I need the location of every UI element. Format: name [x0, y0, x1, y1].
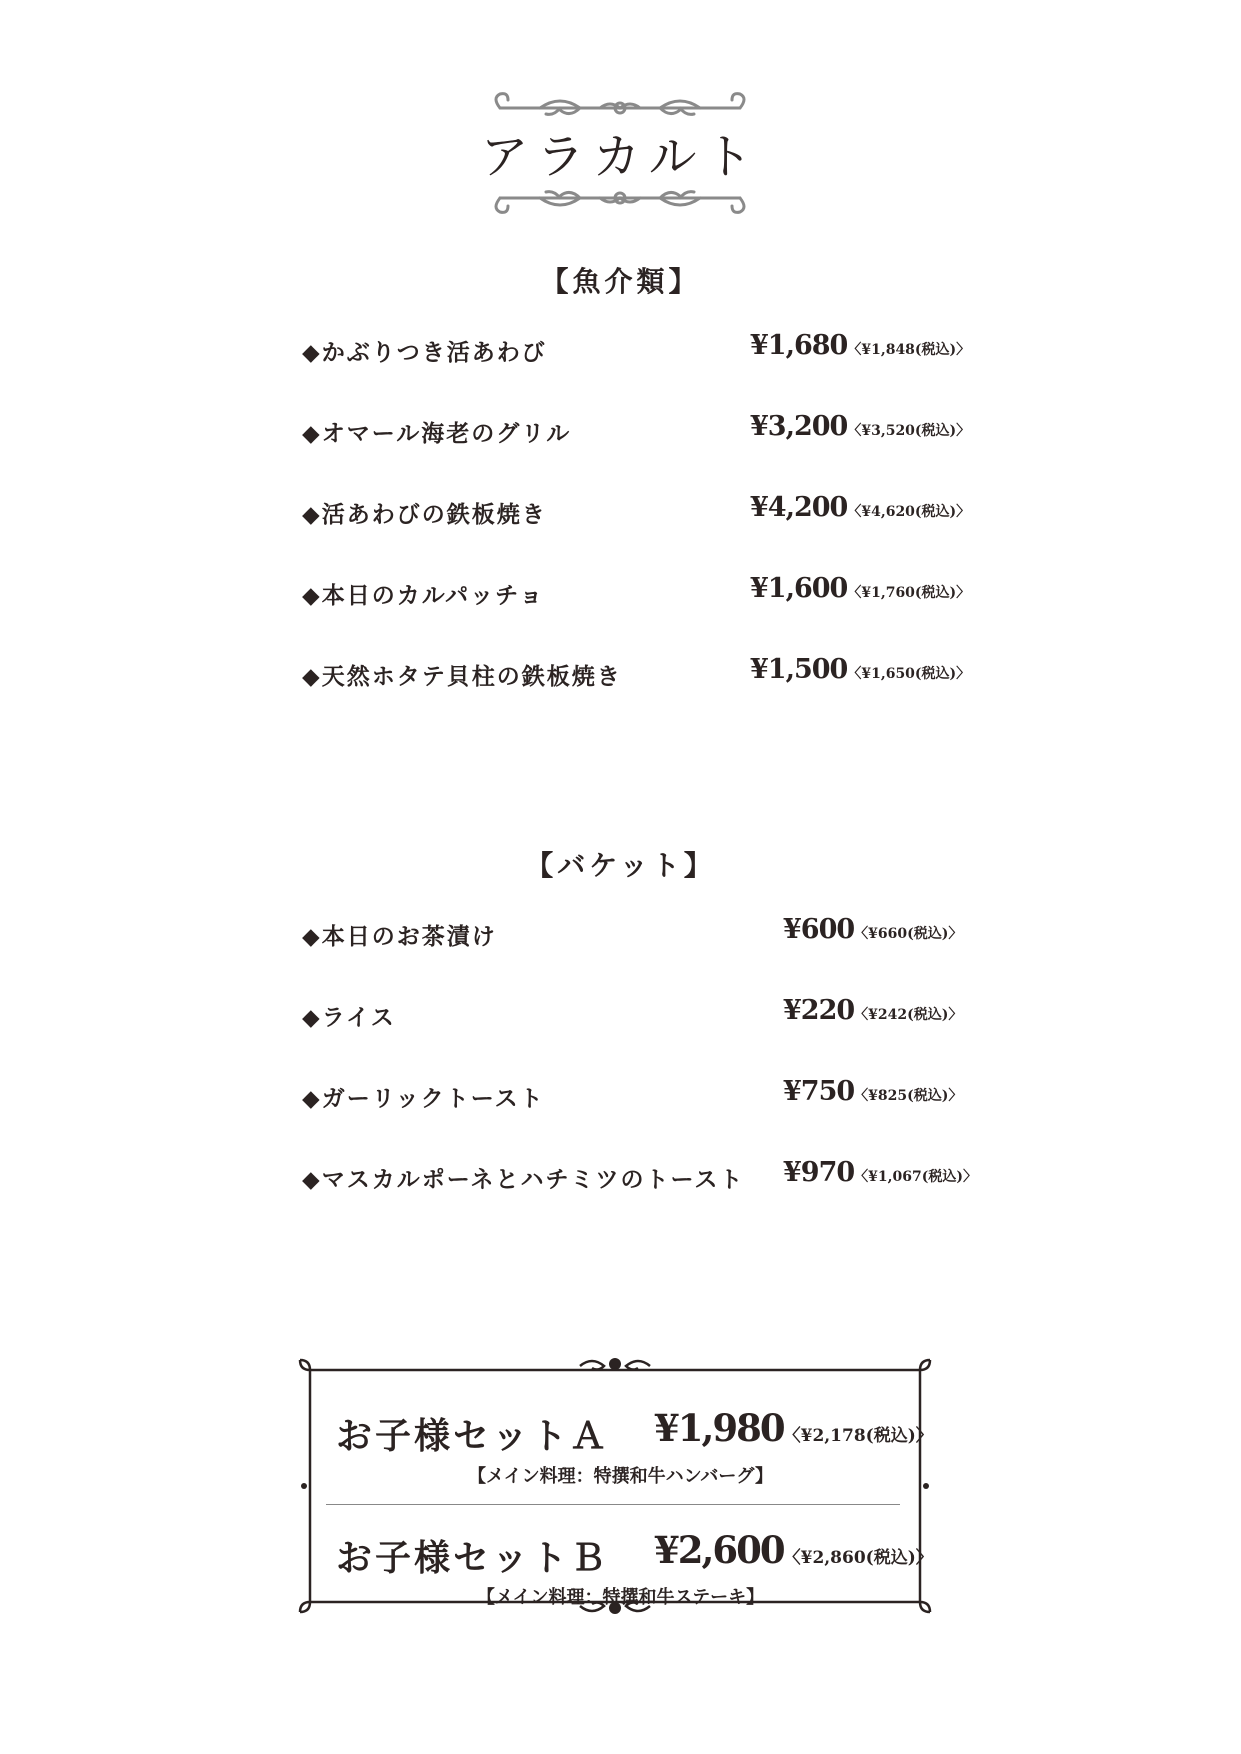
item-price	[750, 492, 970, 523]
item-name: ◆本日のカルパッチョ	[302, 583, 545, 609]
item-price	[783, 1076, 962, 1107]
price-value: ¥4,200	[750, 492, 848, 523]
kids-set-a-note: 【メイン料理：特撰和牛ハンバーグ】	[468, 1466, 773, 1487]
menu-item	[302, 492, 1002, 532]
kids-set-b-price	[654, 1528, 933, 1572]
price-value: ¥220	[783, 995, 855, 1026]
menu-item	[302, 1076, 1002, 1116]
price-with-tax: 〈¥660(税込)〉	[854, 926, 963, 942]
price-with-tax: 〈¥1,067(税込)〉	[854, 1169, 977, 1185]
price-with-tax: 〈¥1,848(税込)〉	[847, 342, 971, 358]
section-heading-seafood: 【魚介類】	[540, 265, 701, 298]
item-name: ◆マスカルポーネとハチミツのトースト	[302, 1167, 745, 1193]
section-heading-baguette: 【バケット】	[525, 849, 716, 882]
price-value: ¥750	[783, 1076, 855, 1107]
menu-item	[302, 654, 1002, 694]
price-with-tax: 〈¥4,620(税込)〉	[847, 504, 971, 520]
item-price	[783, 995, 962, 1026]
menu-item	[302, 411, 1002, 451]
menu-item	[302, 573, 1002, 613]
kids-set-divider	[326, 1504, 900, 1505]
title-ornament-bottom	[0, 178, 1241, 218]
item-name: ◆ライス	[302, 1005, 396, 1031]
item-name: ◆天然ホタテ貝柱の鉄板焼き	[302, 664, 622, 690]
price-value: ¥600	[783, 914, 855, 945]
price-with-tax: 〈¥242(税込)〉	[854, 1007, 963, 1023]
price-with-tax: 〈¥3,520(税込)〉	[847, 423, 971, 439]
kids-set-a-name: お子様セットＡ	[336, 1416, 610, 1457]
item-price	[750, 654, 970, 685]
menu-item	[302, 995, 1002, 1035]
price-with-tax: 〈¥825(税込)〉	[854, 1088, 963, 1104]
price-value: ¥3,200	[750, 411, 848, 442]
price-value: ¥1,680	[750, 330, 848, 361]
item-name: ◆本日のお茶漬け	[302, 924, 497, 950]
item-price	[750, 411, 970, 442]
item-price	[783, 1157, 977, 1188]
kids-set-b-name: お子様セットＢ	[336, 1538, 610, 1579]
item-name: ◆活あわびの鉄板焼き	[302, 502, 547, 528]
page-title: アラカルト	[480, 129, 761, 185]
price-with-tax: 〈¥2,178(税込)〉	[783, 1426, 933, 1446]
item-name: ◆かぶりつき活あわび	[302, 340, 547, 366]
item-price	[750, 330, 970, 361]
price-with-tax: 〈¥2,860(税込)〉	[783, 1548, 933, 1568]
menu-item	[302, 1157, 1002, 1197]
price-value: ¥970	[783, 1157, 855, 1188]
price-value: ¥1,600	[750, 573, 848, 604]
kids-set-a-price	[654, 1406, 933, 1450]
item-name: ◆ガーリックトースト	[302, 1086, 545, 1112]
kids-set-b-note: 【メイン料理：特撰和牛ステーキ】	[476, 1587, 765, 1608]
price-with-tax: 〈¥1,760(税込)〉	[847, 585, 971, 601]
item-price	[750, 573, 970, 604]
price-value: ¥1,980	[654, 1406, 784, 1450]
item-price	[783, 914, 962, 945]
price-with-tax: 〈¥1,650(税込)〉	[847, 666, 971, 682]
menu-item	[302, 914, 1002, 954]
item-name: ◆オマール海老のグリル	[302, 421, 572, 447]
price-value: ¥1,500	[750, 654, 848, 685]
price-value: ¥2,600	[654, 1528, 784, 1572]
menu-item	[302, 330, 1002, 370]
